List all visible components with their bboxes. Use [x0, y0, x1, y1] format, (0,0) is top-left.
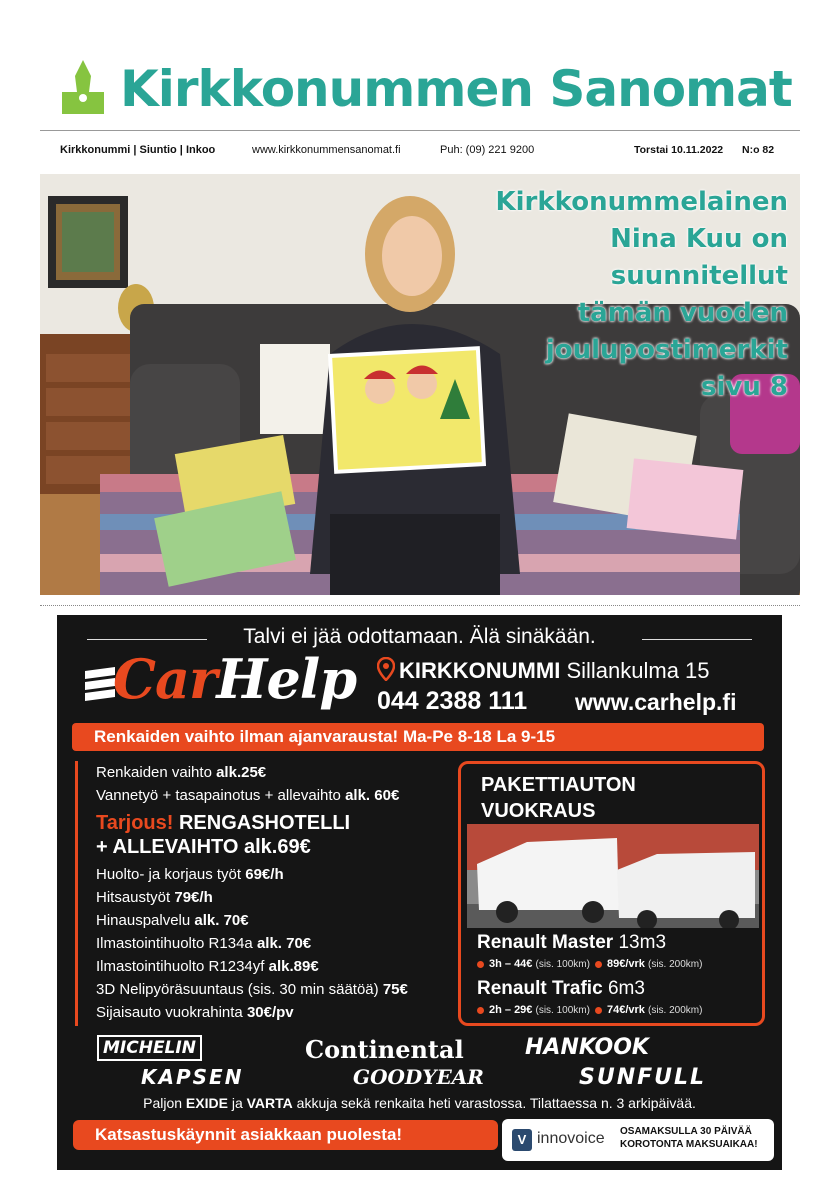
service-item — [96, 955, 463, 978]
van-title-line: PAKETTIAUTON — [481, 774, 636, 796]
headline-line: tämän vuoden — [577, 298, 788, 328]
price: 2h – 29€ — [489, 1004, 533, 1016]
service-name: Ilmastointihuolto R1234yf — [96, 958, 265, 975]
service-item — [96, 909, 463, 932]
stock-info — [57, 1095, 782, 1111]
opening-hours-banner: Renkaiden vaihto ilman ajanvarausta! Ma-Pe 8-18 La 9-15 — [72, 723, 764, 751]
michelin-logo: MICHELIN — [97, 1035, 202, 1061]
service-price: 75€ — [382, 981, 408, 998]
goodyear-logo: GOODYEAR — [353, 1065, 484, 1089]
service-item — [96, 784, 463, 807]
service-name: Hitsaustyöt — [96, 889, 171, 906]
innovoice-box[interactable] — [502, 1119, 774, 1161]
service-name: Vannetyö + tasapainotus + allevaihto — [96, 787, 341, 804]
website-link[interactable]: www.kirkkonummensanomat.fi — [252, 144, 401, 156]
masthead — [40, 52, 800, 132]
service-name: 3D Nelipyöräsuuntaus (sis. 30 min säätöä) — [96, 981, 379, 998]
van-size: 13m3 — [618, 932, 667, 953]
offer-line-2: + ALLEVAIHTO alk.69€ — [96, 836, 311, 858]
phone-number: Puh: (09) 221 9200 — [440, 144, 535, 156]
stock-text: akkuja sekä renkaita heti varastossa. Tilattaessa n. 3 arkipäivää. — [296, 1095, 696, 1111]
price-note: (sis. 100km) — [535, 1005, 590, 1016]
ad-slogan: Talvi ei jää odottamaan. Älä sinäkään. — [243, 625, 596, 648]
continental-logo: Continental — [305, 1035, 464, 1064]
map-pin-icon — [377, 657, 395, 681]
slogan-rule-right — [642, 639, 752, 640]
brand-wordmark — [113, 647, 356, 711]
service-price: alk. 70€ — [194, 912, 249, 929]
ad-phone[interactable]: 044 2388 111 — [377, 687, 528, 715]
service-name: Sijaisauto vuokrahinta — [96, 1004, 243, 1021]
bullet-icon — [477, 961, 484, 968]
price-note: (sis. 100km) — [535, 959, 590, 970]
innovoice-name: innovoice — [537, 1130, 605, 1147]
van-trafic-prices — [475, 1004, 702, 1016]
offer-line-1: RENGASHOTELLI — [178, 812, 351, 834]
innovoice-text — [620, 1125, 758, 1151]
tire-brands-row — [87, 1035, 757, 1065]
van-name: Renault Master — [477, 932, 614, 953]
dotted-divider — [40, 605, 800, 606]
stock-brand: EXIDE — [185, 1095, 228, 1111]
brand-help: Help — [216, 647, 357, 711]
carhelp-advertisement[interactable] — [57, 615, 782, 1170]
sunfull-logo: SUNFULL — [579, 1065, 707, 1090]
tire-brands-row — [87, 1065, 757, 1095]
service-price: 30€/pv — [246, 1004, 294, 1021]
kapsen-logo: KAPSEN — [141, 1065, 244, 1089]
innovoice-line: KOROTONTA MAKSUAIKAA! — [620, 1139, 758, 1150]
service-price: 69€/h — [245, 866, 284, 883]
bullet-icon — [595, 1007, 602, 1014]
headline-line: Kirkkonummelainen — [495, 187, 788, 217]
bullet-icon — [595, 961, 602, 968]
vans-photo — [467, 824, 759, 928]
service-price: alk. 60€ — [345, 787, 400, 804]
innovoice-logo-icon: V — [512, 1129, 532, 1151]
price: 74€/vrk — [607, 1004, 645, 1016]
van-master-prices — [475, 958, 702, 970]
service-name: Hinauspalvelu — [96, 912, 191, 929]
service-item — [96, 863, 463, 886]
service-item — [96, 1001, 463, 1024]
carhelp-logo[interactable] — [85, 647, 385, 717]
van-rental-box[interactable] — [458, 761, 765, 1026]
cover-photo[interactable] — [40, 174, 800, 595]
price: 3h – 44€ — [489, 958, 533, 970]
location-address: Sillankulma 15 — [566, 658, 710, 683]
masthead-meta — [60, 144, 780, 162]
van-trafic — [477, 978, 645, 1000]
issue-date: Torstai 10.11.2022 — [634, 144, 724, 156]
stock-brand: VARTA — [246, 1095, 293, 1111]
van-title-line: VUOKRAUS — [481, 800, 596, 822]
bullet-icon — [477, 1007, 484, 1014]
van-size: 6m3 — [607, 978, 645, 999]
service-item — [96, 761, 463, 784]
service-item — [96, 886, 463, 909]
headline-line: sivu 8 — [701, 372, 788, 402]
special-offer — [96, 811, 463, 859]
service-price: alk.89€ — [268, 958, 319, 975]
van-rental-title — [481, 772, 636, 824]
price: 89€/vrk — [607, 958, 645, 970]
cover-headline[interactable] — [468, 184, 788, 406]
brand-car: Car — [113, 647, 217, 711]
headline-line: suunnitellut — [610, 261, 788, 291]
stock-text: ja — [231, 1095, 243, 1111]
inspection-service-banner[interactable]: Katsastuskäynnit asiakkaan puolesta! — [73, 1120, 498, 1150]
issue-number: N:o 82 — [742, 144, 775, 156]
church-logo-icon — [58, 58, 108, 118]
stock-text: Paljon — [143, 1095, 183, 1111]
regions: Kirkkonummi | Siuntio | Inkoo — [60, 144, 216, 156]
services-list — [75, 761, 463, 1026]
service-price: 79€/h — [174, 889, 213, 906]
newspaper-title[interactable]: Kirkkonummen Sanomat — [120, 60, 792, 118]
price-note: (sis. 200km) — [648, 959, 703, 970]
divider — [40, 130, 800, 131]
price-note: (sis. 200km) — [648, 1005, 703, 1016]
service-name: Huolto- ja korjaus työt — [96, 866, 242, 883]
location-city: KIRKKONUMMI — [399, 658, 561, 683]
service-price: alk.25€ — [216, 764, 267, 781]
van-name: Renault Trafic — [477, 978, 603, 999]
van-master — [477, 932, 666, 954]
headline-line: joulupostimerkit — [545, 335, 788, 365]
ad-website-link[interactable]: www.carhelp.fi — [575, 689, 737, 715]
service-name: Ilmastointihuolto R134a — [96, 935, 253, 952]
service-price: alk. 70€ — [256, 935, 312, 952]
service-item — [96, 932, 463, 955]
location — [377, 657, 710, 684]
offer-label: Tarjous! — [96, 812, 174, 834]
service-name: Renkaiden vaihto — [96, 764, 212, 781]
service-item — [96, 978, 463, 1001]
headline-line: Nina Kuu on — [610, 224, 788, 254]
innovoice-line: OSAMAKSULLA 30 PÄIVÄÄ — [620, 1126, 752, 1137]
hankook-logo: HANKOOK — [525, 1035, 649, 1060]
vans-illustration — [467, 824, 759, 928]
